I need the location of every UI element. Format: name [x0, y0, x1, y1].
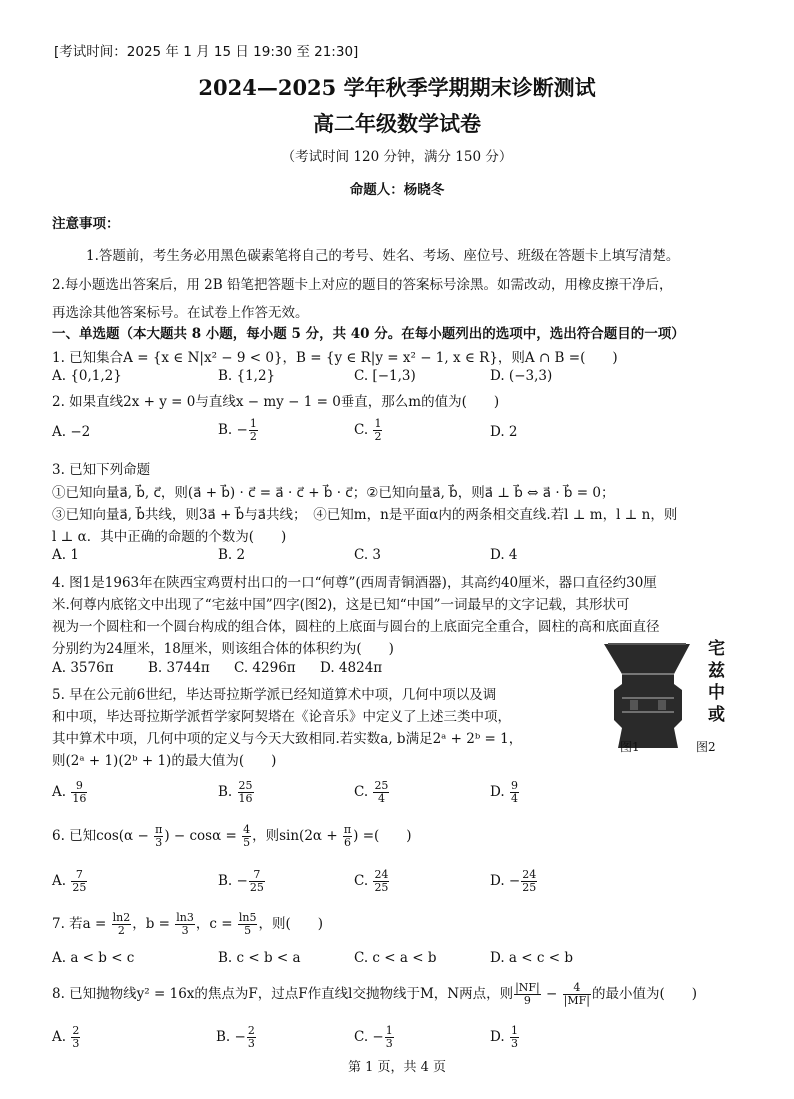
q1-option-d: D. (−3,3) [490, 368, 553, 384]
q5-line-4: 则(2ᵃ + 1)(2ᵇ + 1)的最大值为( ) [52, 753, 277, 769]
q5-line-3: 其中算术中项，几何中项的定义与今天大致相同.若实数a, b满足2ᵃ + 2ᵇ = 1， [52, 731, 523, 747]
q5-b-fraction: $\frac{25}{16}$ [238, 779, 253, 805]
q1-option-b: B. {1,2} [218, 368, 276, 384]
q6-frac-1: $\frac{\pi}{3}$ [155, 823, 163, 849]
q2-b-fraction: $\frac{1}{2}$ [249, 417, 257, 443]
question-1: 1. 已知集合A = {x ∈ N|x² − 9 < 0}，B = {y ∈ R|y = x² − 1, x ∈ R}，则A ∩ B =( ) [52, 350, 618, 366]
q5-line-1: 5. 早在公元前6世纪，毕达哥拉斯学派已经知道算术中项，几何中项以及调 [52, 687, 497, 703]
q4-option-d: D. 4824π [320, 660, 383, 676]
figure-2-label: 图2 [696, 740, 716, 754]
question-2: 2. 如果直线2x + y = 0与直线x − my − 1 = 0垂直，那么m的值为( ) [52, 394, 500, 410]
q1-option-a: A. {0,1,2} [52, 368, 122, 384]
q8-option-b: B. − $\frac{2}{3}$ [216, 1024, 255, 1050]
q7-frac-a: $\frac{\ln 2}{2}$ [112, 911, 131, 937]
q6-b-fraction: $\frac{7}{25}$ [249, 868, 264, 894]
section-heading: 一、单选题（本大题共 8 小题，每小题 5 分，共 40 分。在每小题列出的选项中，选出符合题目的一项） [52, 326, 685, 342]
q7-frac-c: $\frac{\ln 5}{5}$ [238, 911, 257, 937]
notice-2b: 再选涂其他答案标号。在试卷上作答无效。 [52, 305, 309, 321]
q2-option-d: D. 2 [490, 424, 518, 440]
figure-1-label: 图1 [620, 740, 640, 754]
question-3: 3. 已知下列命题 [52, 462, 151, 478]
exam-duration-score: （考试时间 120 分钟，满分 150 分） [281, 149, 513, 165]
q2-option-c: C. $\frac{1}{2}$ [354, 417, 382, 443]
exam-title: 2024—2025 学年秋季学期期末诊断测试 [198, 75, 596, 100]
q5-d-fraction: $\frac{9}{4}$ [510, 779, 518, 805]
question-8: 8. 已知抛物线y² = 16x的焦点为F，过点F作直线l交抛物线于M，N两点，则 $\frac{|NF|}{9}$ − $\frac{4}{|MF|}$ 的最小值为( ) [52, 981, 698, 1007]
q6-d-fraction: $\frac{24}{25}$ [522, 868, 537, 894]
q4-option-b: B. 3744π [148, 660, 210, 676]
q4-line-4: 分别约为24厘米，18厘米，则该组合体的体积约为( ) [52, 641, 394, 657]
q8-frac-1: $\frac{|NF|}{9}$ [515, 981, 540, 1007]
q2-c-fraction: $\frac{1}{2}$ [374, 417, 382, 443]
q5-option-b: B. $\frac{25}{16}$ [218, 779, 253, 805]
exam-author: 命题人：杨晓冬 [349, 182, 445, 198]
q8-c-fraction: $\frac{1}{3}$ [385, 1024, 393, 1050]
notice-1: 1.答题前，考生务必用黑色碳素笔将自己的考号、姓名、考场、座位号、班级在答题卡上填写清楚。 [86, 248, 680, 264]
q3-option-b: B. 2 [218, 547, 246, 563]
q6-c-fraction: $\frac{24}{25}$ [374, 868, 389, 894]
q6-a-fraction: $\frac{7}{25}$ [72, 868, 87, 894]
q4-option-a: A. 3576π [52, 660, 114, 676]
q6-frac-2: $\frac{4}{5}$ [243, 823, 251, 849]
q4-option-c: C. 4296π [234, 660, 296, 676]
q3-option-a: A. 1 [52, 547, 79, 563]
q8-option-d: D. $\frac{1}{3}$ [490, 1024, 518, 1050]
q5-c-fraction: $\frac{25}{4}$ [374, 779, 389, 805]
q8-b-fraction: $\frac{2}{3}$ [247, 1024, 255, 1050]
q4-line-3: 视为一个圆柱和一个圆台构成的组合体，圆柱的上底面与圆台的上底面完全重合，圆柱的高和底面直径 [52, 619, 660, 635]
q6-option-c: C. $\frac{24}{25}$ [354, 868, 389, 894]
q3-option-d: D. 4 [490, 547, 518, 563]
q5-line-2: 和中项，毕达哥拉斯学派哲学家阿契塔在《论音乐》中定义了上述三类中项， [52, 709, 511, 725]
q7-frac-b: $\frac{\ln 3}{3}$ [176, 911, 194, 937]
question-7: 7. 若a = $\frac{\ln 2}{2}$ ，b = $\frac{\ln 3}{3}$ ，c = $\frac{\ln 5}{5}$ ，则( ) [52, 911, 324, 937]
question-6: 6. 已知cos(α − $\frac{\pi}{3}$ ) − cosα = $\frac{4}{5}$ ，则sin(2α + $\frac{\pi}{6}$ ) =( ) [52, 823, 412, 849]
q3-statement-line-1: ①已知向量a⃗, b⃗, c⃗，则(a⃗ + b⃗) · c⃗ = a⃗ · c⃗ + b⃗ · c⃗；②已知向量a⃗, b⃗，则a⃗ ⊥ b⃗ ⇔ a⃗ · b⃗ = 0； [52, 485, 615, 501]
exam-subject-title: 高二年级数学试卷 [313, 111, 481, 136]
q4-line-2: 米.何尊内底铭文中出现了“宅兹中国”四字(图2)，这是已知“中国”一词最早的文字记载，其形状可 [52, 597, 630, 613]
exam-time: [考试时间：2025 年 1 月 15 日 19:30 至 21:30] [54, 44, 359, 60]
page-footer: 第 1 页，共 4 页 [347, 1060, 447, 1075]
q2-option-b: B. − $\frac{1}{2}$ [218, 417, 257, 443]
q6-option-d: D. − $\frac{24}{25}$ [490, 868, 537, 894]
q3-statement-line-2: ③已知向量a⃗, b⃗共线，则3a⃗ + b⃗与a⃗共线； ④已知m，n是平面α内的两条相交直线.若l ⊥ m，l ⊥ n，则 [52, 507, 678, 523]
q5-option-c: C. $\frac{25}{4}$ [354, 779, 389, 805]
notice-title: 注意事项： [52, 216, 120, 232]
notice-2a: 2.每小题选出答案后，用 2B 铅笔把答题卡上对应的题目的答案标号涂黑。如需改动，用橡皮擦干净后， [52, 277, 673, 293]
q6-frac-3: $\frac{\pi}{6}$ [343, 823, 352, 849]
q1-option-c: C. [−1,3) [354, 368, 416, 384]
q5-option-d: D. $\frac{9}{4}$ [490, 779, 518, 805]
q8-a-fraction: $\frac{2}{3}$ [72, 1024, 80, 1050]
q8-d-fraction: $\frac{1}{3}$ [510, 1024, 518, 1050]
q3-statement-line-3: l ⊥ α．其中正确的命题的个数为( ) [52, 529, 287, 545]
q5-a-fraction: $\frac{9}{16}$ [72, 779, 87, 805]
q5-option-a: A. $\frac{9}{16}$ [52, 779, 87, 805]
q7-option-d: D. a < c < b [490, 950, 573, 966]
inscription-glyphs: 宅 兹 中 或 [708, 639, 725, 725]
q6-option-a: A. $\frac{7}{25}$ [52, 868, 87, 894]
q7-option-b: B. c < b < a [218, 950, 301, 966]
q3-option-c: C. 3 [354, 547, 382, 563]
q4-line-1: 4. 图1是1963年在陕西宝鸡贾村出口的一口“何尊”(西周青铜酒器)，其高约40厘米，器口直径约30厘 [52, 575, 657, 591]
q7-option-a: A. a < b < c [52, 950, 135, 966]
q8-frac-2: $\frac{4}{|MF|}$ [563, 981, 590, 1007]
q2-option-a: A. −2 [52, 424, 91, 440]
q8-option-a: A. $\frac{2}{3}$ [52, 1024, 80, 1050]
q6-option-b: B. − $\frac{7}{25}$ [218, 868, 264, 894]
q7-option-c: C. c < a < b [354, 950, 437, 966]
q8-option-c: C. − $\frac{1}{3}$ [354, 1024, 393, 1050]
